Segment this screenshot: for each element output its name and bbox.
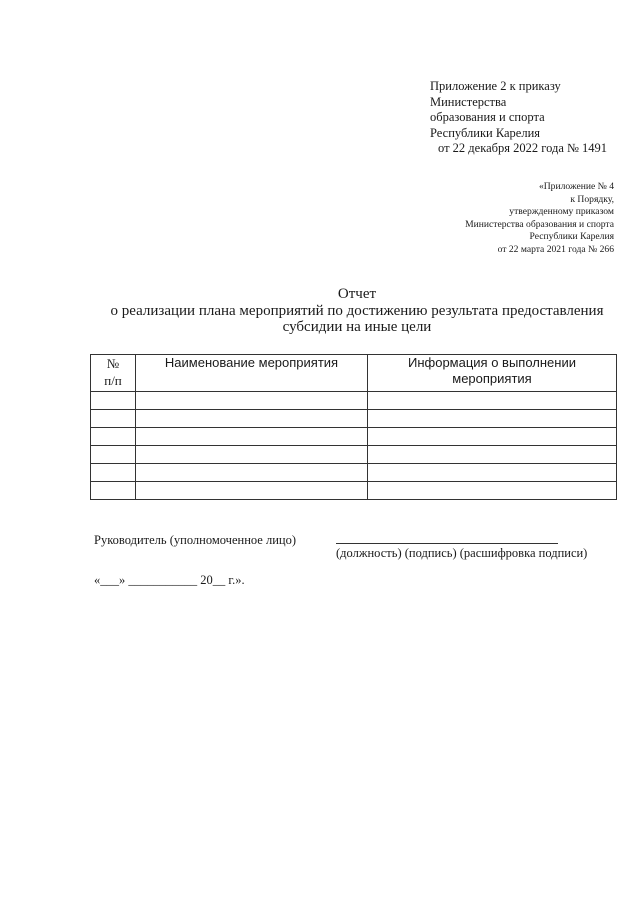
- table-cell: [91, 392, 136, 410]
- table-cell: [136, 464, 368, 482]
- table-cell: [91, 410, 136, 428]
- annex-line: Приложение 2 к приказу: [430, 79, 561, 93]
- signature-label: Руководитель (уполномоченное лицо): [94, 533, 297, 547]
- table-header-row: [91, 355, 617, 392]
- annex-header-main: [430, 79, 607, 157]
- table-row: [91, 428, 617, 446]
- table-cell: [136, 392, 368, 410]
- table-cell: [368, 482, 617, 500]
- table-cell: [368, 392, 617, 410]
- table-cell: [136, 410, 368, 428]
- table-cell: [368, 410, 617, 428]
- signature-line: [336, 543, 558, 544]
- header-text: мероприятия: [452, 371, 532, 386]
- annex-order-date: от 22 марта 2021 года № 266: [497, 243, 614, 255]
- annex-line: образования и спорта: [430, 110, 545, 124]
- signature-caption: (должность) (подпись) (расшифровка подписи): [336, 546, 588, 560]
- header-text: Информация о выполнении: [408, 355, 576, 370]
- annex-line: Республики Карелия: [430, 125, 541, 140]
- title-line: о реализации плана мероприятий по достижению результата предоставления: [110, 302, 604, 319]
- table-cell: [91, 446, 136, 464]
- table-row: [91, 410, 617, 428]
- document-title: [0, 286, 640, 336]
- table-cell: [136, 428, 368, 446]
- table-cell: [136, 446, 368, 464]
- annex-line: утвержденному приказом: [509, 206, 614, 218]
- header-text: №: [106, 356, 120, 371]
- annex-order-date: от 22 декабря 2022 года № 1491: [438, 141, 608, 155]
- table-row: [91, 446, 617, 464]
- annex-header-secondary: [465, 181, 614, 257]
- table-cell: [91, 482, 136, 500]
- table-cell: [368, 428, 617, 446]
- annex-line: Республики Карелия: [529, 231, 614, 243]
- report-table: [90, 354, 617, 500]
- table-cell: [91, 464, 136, 482]
- annex-line: к Порядку,: [570, 193, 614, 205]
- title-line: субсидии на иные цели: [282, 319, 432, 335]
- table-cell: [368, 446, 617, 464]
- title-line: Отчет: [337, 286, 377, 302]
- column-header-number: [91, 355, 136, 392]
- table-row: [91, 392, 617, 410]
- header-text: п/п: [104, 373, 122, 388]
- annex-line: Министерства: [430, 94, 507, 109]
- annex-line: «Приложение № 4: [538, 181, 614, 192]
- column-header-event-name: Наименование мероприятия: [136, 355, 368, 392]
- table-cell: [136, 482, 368, 500]
- table-row: [91, 482, 617, 500]
- column-header-execution-info: [368, 355, 617, 392]
- date-line: «___» ___________ 20__ г.».: [94, 573, 245, 587]
- table-body: [91, 392, 617, 500]
- table-cell: [368, 464, 617, 482]
- annex-line: Министерства образования и спорта: [465, 218, 614, 230]
- table-cell: [91, 428, 136, 446]
- table-row: [91, 464, 617, 482]
